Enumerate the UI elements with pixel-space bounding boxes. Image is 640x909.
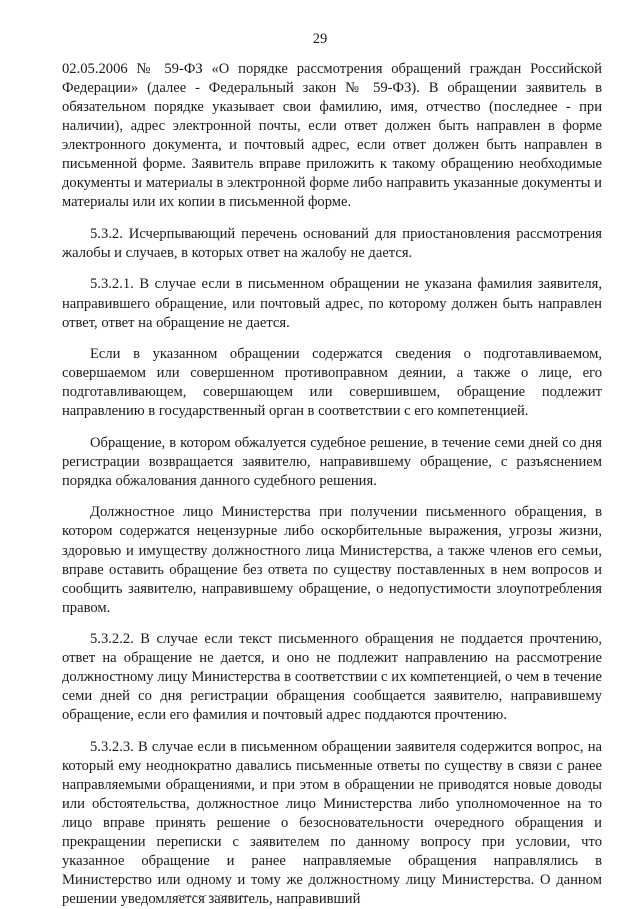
paragraph-5-3-2-3: 5.3.2.3. В случае если в письменном обращении заявителя содержится вопрос, на который ему неоднократно давались письменные ответы по существу в связи с ранее направляемыми обращениями, и при этом в обращении не приводятся новые доводы или обстоятельства, должностное лицо Министерства либо уполномоченное на то лицо вправе принять решение о безосновательности очередного обращения и прекращении переписки с заявителем по данному вопросу при условии, что указанное обращение и ранее направляемые обращения направлялись в Министерство или одному и тому же должностному лицу Министерства. О данном решении уведомляется заявитель, направивший xyxy=(62,738,602,908)
paragraph-unlawful-act: Если в указанном обращении содержатся сведения о подготавливаемом, совершаемом или совершенном противоправном деянии, а также о лице, его подготавливающем, совершающем или совершившем, обращение подлежит направлению в государственный орган в соответствии с его компетенцией. xyxy=(62,346,602,420)
document-body xyxy=(62,60,602,909)
paragraph-court-decision: Обращение, в котором обжалуется судебное решение, в течение семи дней со дня регистрации возвращается заявителю, направившему обращение, с разъяснением порядка обжалования данного судебного решения. xyxy=(62,434,602,489)
paragraph-offensive-language: Должностное лицо Министерства при получении письменного обращения, в котором содержатся нецензурные либо оскорбительные выражения, угрозы жизни, здоровью и имуществу должностного лица Министерства, а также членов его семьи, вправе оставить обращение без ответа по существу поставленных в нем вопросов и сообщить заявителю, направившему обращение, о недопустимости злоупотребления правом. xyxy=(62,504,602,616)
paragraph-5-3-2: 5.3.2. Исчерпывающий перечень оснований для приостановления рассмотрения жалобы и случаев, в которых ответ на жалобу не дается. xyxy=(62,225,602,261)
paragraph-law-reference: 02.05.2006 № 59-ФЗ «О порядке рассмотрения обращений граждан Российской Федерации» (далее - Федеральный закон № 59-ФЗ). В обращении заявитель в обязательном порядке указывает свои фамилию, имя, отчество (последнее - при наличии), адрес электронной почты, если ответ должен быть направлен в форме электронного документа, и почтовый адрес, если ответ должен быть направлен в письменной форме. Заявитель вправе приложить к такому обращению необходимые документы и материалы в электронной форме либо направить указанные документы и материалы или их копии в письменной форме. xyxy=(62,61,602,211)
footer-divider xyxy=(178,895,248,896)
paragraph-5-3-2-2: 5.3.2.2. В случае если текст письменного обращения не поддается прочтению, ответ на обращение не дается, и оно не подлежит направлению на рассмотрение должностному лицу Министерства в соответствии с их компетенцией, о чем в течение семи дней со дня регистрации обращения сообщается заявителю, направившему обращение, если его фамилия и почтовый адрес поддаются прочтению. xyxy=(62,631,602,724)
paragraph-5-3-2-1: 5.3.2.1. В случае если в письменном обращении не указана фамилия заявителя, направившего обращение, или почтовый адрес, по которому должен быть направлен ответ, ответ на обращение не дается. xyxy=(62,276,602,331)
page-number: 29 xyxy=(312,31,328,47)
